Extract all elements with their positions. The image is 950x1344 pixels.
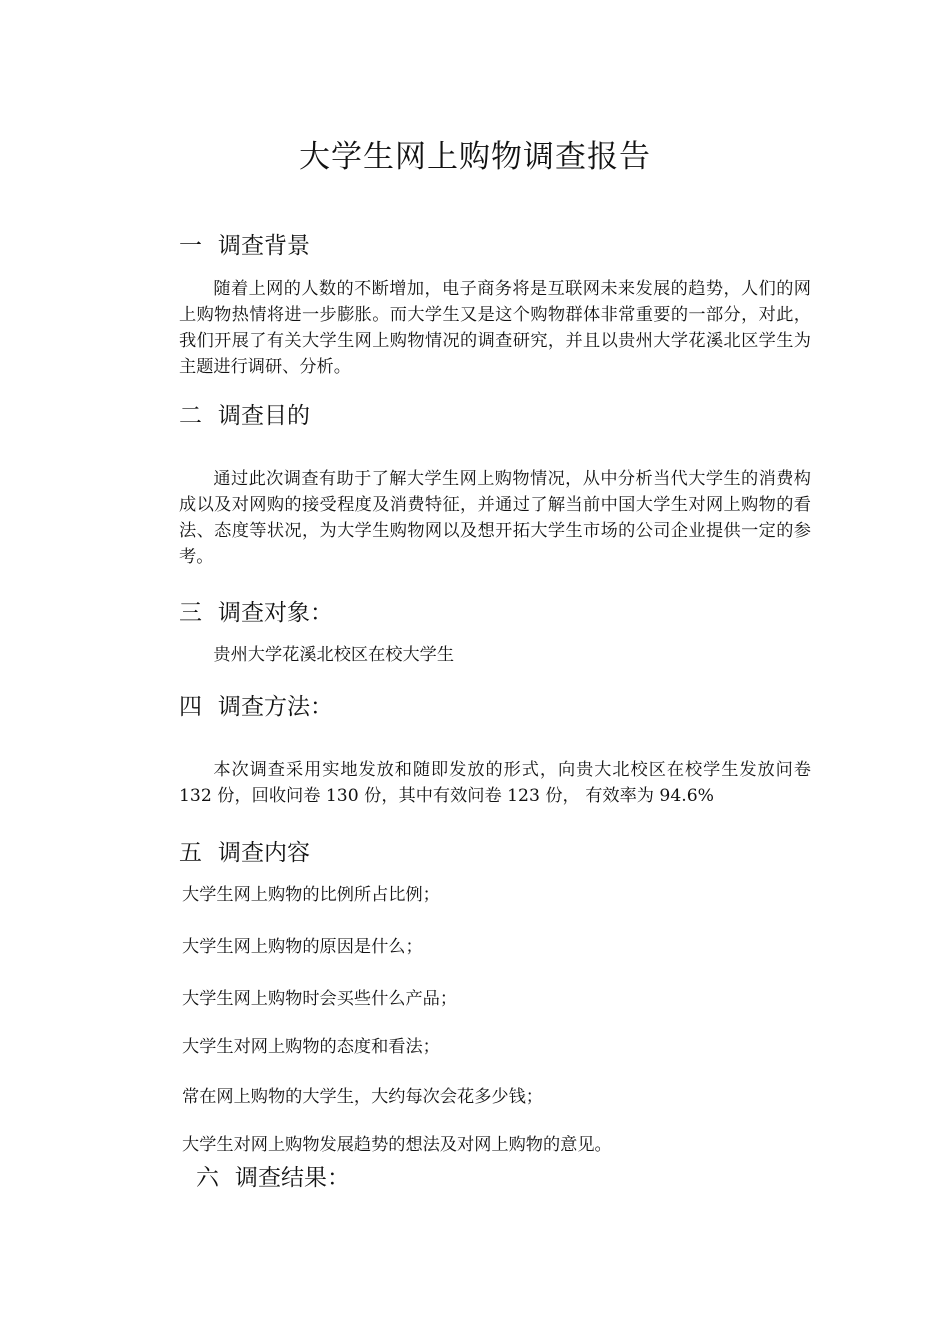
section-5-number: 五 [179,840,202,866]
section-1-heading [179,230,310,262]
section-6-title: 调查结果： [235,1165,350,1191]
section-1-paragraph: 随着上网的人数的不断增加，电子商务将是互联网未来发展的趋势，人们的网上购物热情将进一步膨胀。而大学生又是这个购物群体非常重要的一部分，对此，我们开展了有关大学生网上购物情况的调查研究，并且以贵州大学花溪北区学生为主题进行调研、分析。 [179,279,811,377]
content-item: 大学生网上购物的比例所占比例； [182,885,440,905]
section-2-heading [179,400,310,432]
content-item: 大学生对网上购物发展趋势的想法及对网上购物的意见。 [182,1135,612,1155]
section-2-paragraph: 通过此次调查有助于了解大学生网上购物情况，从中分析当代大学生的消费构成以及对网购的接受程度及消费特征，并通过了解当前中国大学生对网上购物的看法、态度等状况，为大学生购物网以及想开拓大学生市场的公司企业提供一定的参考。 [179,469,811,567]
section-6-number: 六 [196,1165,219,1191]
section-5-heading [179,837,310,869]
section-3-number: 三 [179,600,202,626]
section-3-paragraph: 贵州大学花溪北校区在校大学生 [213,645,455,665]
content-item: 常在网上购物的大学生，大约每次会花多少钱； [182,1087,543,1107]
report-title: 大学生网上购物调查报告 [299,139,651,175]
section-1-title: 调查背景 [218,233,310,259]
content-item: 大学生对网上购物的态度和看法； [182,1037,440,1057]
section-4-title: 调查方法： [218,694,333,720]
section-3-title: 调查对象： [218,600,333,626]
section-6-heading [196,1162,350,1194]
section-2-number: 二 [179,403,202,429]
section-4-number: 四 [179,694,202,720]
content-item: 大学生网上购物的原因是什么； [182,937,423,957]
section-4-paragraph: 本次调查采用实地发放和随即发放的形式，向贵大北校区在校学生发放问卷 132 份，回收问卷 130 份，其中有效问卷 123 份， 有效率为 94.6% [179,760,811,806]
content-item: 大学生网上购物时会买些什么产品； [182,989,458,1009]
section-1-number: 一 [179,233,202,259]
section-4-heading [179,691,333,723]
section-5-title: 调查内容 [218,840,310,866]
section-3-heading [179,597,333,629]
section-2-title: 调查目的 [218,403,310,429]
